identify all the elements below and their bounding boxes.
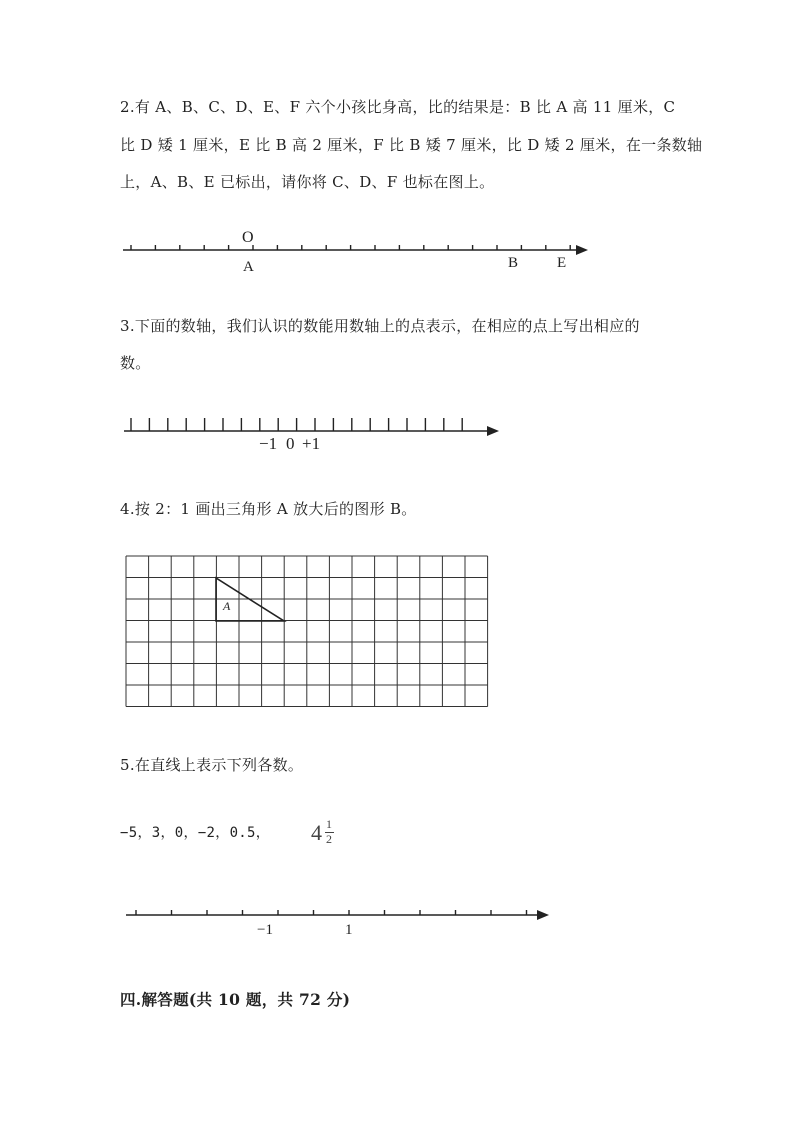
q2-origin-label: O: [242, 229, 254, 246]
mixed-number-numerator: 1: [326, 817, 332, 831]
q3-label-minus-1: −1: [259, 434, 278, 453]
q3-label-0: 0: [286, 434, 295, 453]
q2-text-line-2: 比 D 矮 1 厘米，E 比 B 高 2 厘米，F 比 B 矮 7 厘米，比 D 矮 2 厘米，在一条数轴: [120, 136, 703, 154]
q3-text-line-1: 3.下面的数轴，我们认识的数能用数轴上的点表示，在相应的点上写出相应的: [120, 317, 640, 335]
section-heading: 四.解答题(共 10 题，共 72 分): [120, 990, 351, 1009]
q5-text-line-1: 5.在直线上表示下列各数。: [120, 756, 304, 774]
q3-label-plus-1: +1: [302, 434, 321, 453]
triangle-a-label: A: [223, 599, 231, 613]
q2-text-line-3: 上，A、B、E 已标出，请你将 C、D、F 也标在图上。: [120, 173, 495, 191]
mixed-number-whole: 4: [311, 820, 322, 845]
q2-label-b: B: [508, 255, 519, 271]
q3-text-line-2: 数。: [120, 354, 151, 372]
q5-label-minus-1: −1: [257, 922, 273, 938]
q2-label-a: A: [243, 259, 254, 275]
q4-text-line-1: 4.按 2：1 画出三角形 A 放大后的图形 B。: [120, 500, 417, 518]
q5-number-list: −5，3，0，−2，0.5，: [120, 825, 271, 841]
q5-label-1: 1: [345, 922, 353, 938]
q2-label-e: E: [557, 255, 567, 271]
mixed-number-denominator: 2: [326, 832, 332, 846]
q2-text-line-1: 2.有 A、B、C、D、E、F 六个小孩比身高，比的结果是：B 比 A 高 11 厘米，C: [120, 98, 676, 116]
